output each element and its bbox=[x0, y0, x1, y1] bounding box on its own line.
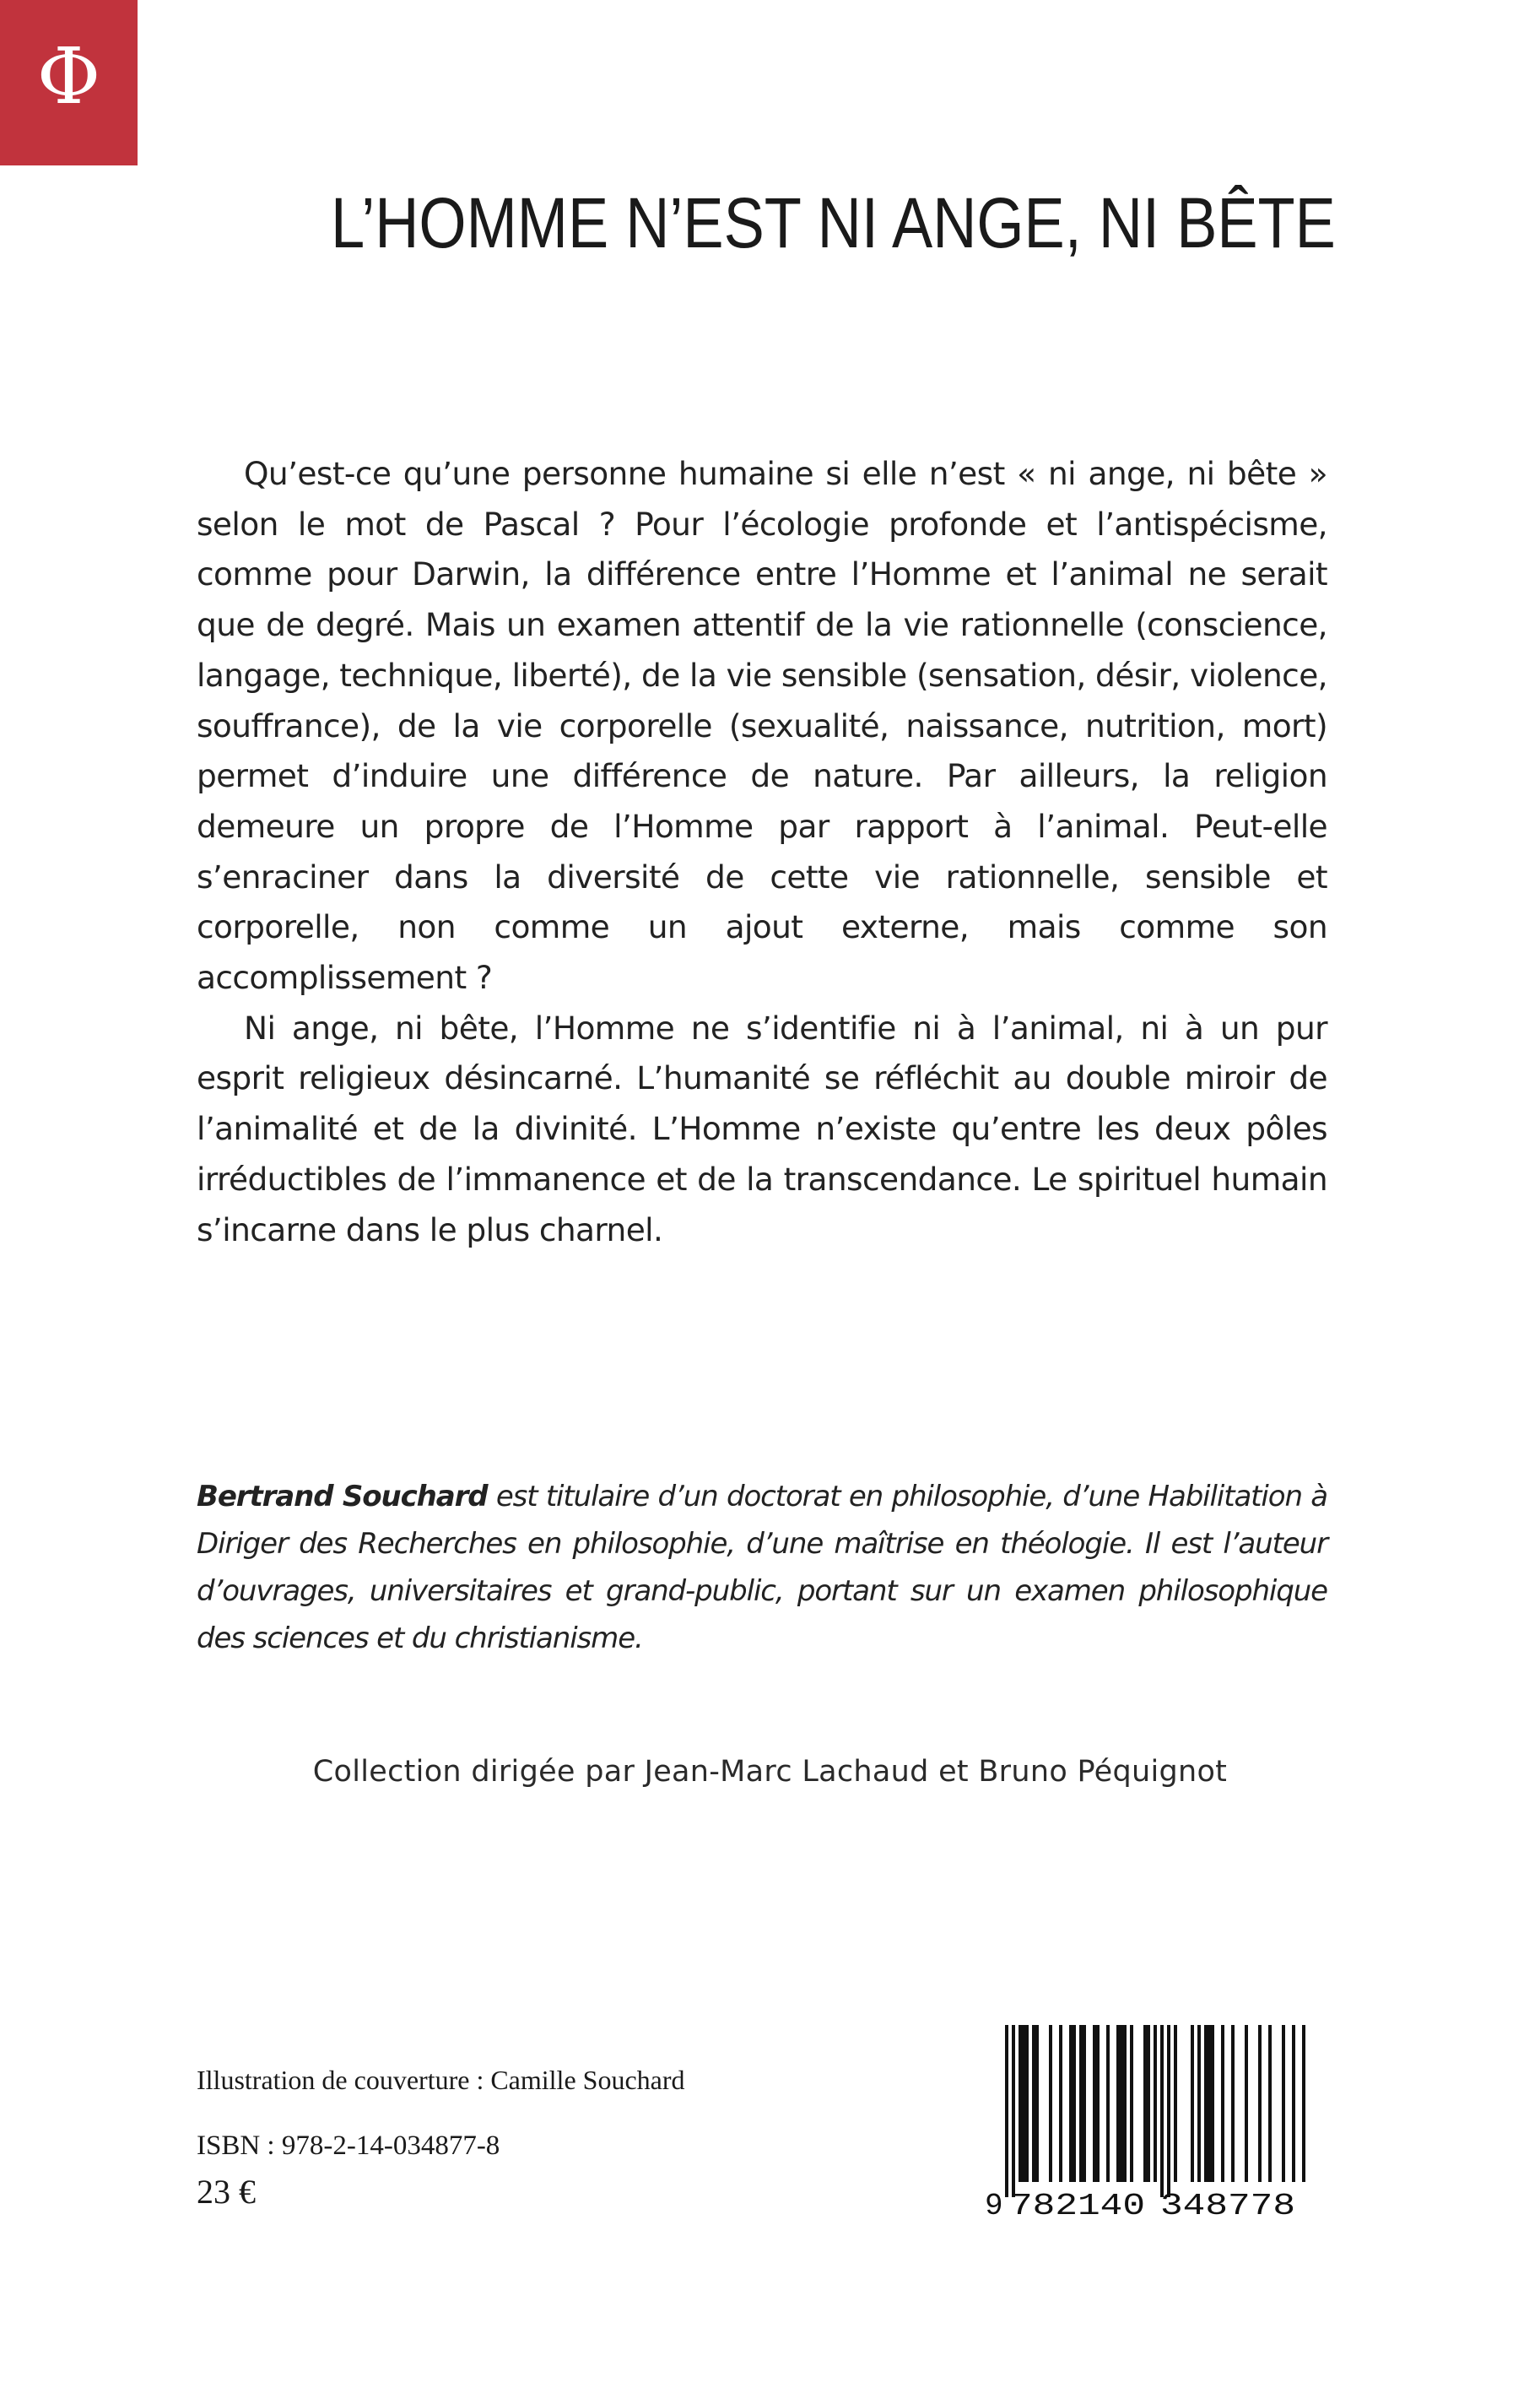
barcode-bar bbox=[1049, 2025, 1052, 2182]
summary-paragraph: Ni ange, ni bête, l’Homme ne s’identifie ni à l’animal, ni à un pur esprit religieux désincarné. L’humanité se réfléchit au double miroir de l’animalité et de la divinité. L’Homme n’existe qu’entre les deux pôles irréductibles de l’immanence et de la transcendance. Le spirituel humain s’incarne dans le plus charnel. bbox=[197, 1009, 1327, 1248]
barcode-bar bbox=[1005, 2025, 1008, 2197]
barcode-bar bbox=[1245, 2025, 1248, 2182]
barcode-bar bbox=[1019, 2025, 1029, 2182]
barcode-bar bbox=[1292, 2025, 1295, 2182]
price-label: 23 € bbox=[197, 2173, 256, 2211]
barcode-graphic bbox=[976, 2022, 1310, 2224]
barcode-bar bbox=[1012, 2025, 1015, 2197]
book-summary bbox=[197, 449, 1327, 1255]
barcode-bar bbox=[1160, 2025, 1164, 2197]
barcode-bar bbox=[1116, 2025, 1127, 2182]
barcode-bar bbox=[1197, 2025, 1201, 2182]
publisher-logo bbox=[0, 0, 138, 165]
ean13-barcode-icon bbox=[976, 2022, 1310, 2224]
barcode-bar bbox=[1079, 2025, 1086, 2182]
barcode-bar bbox=[1231, 2025, 1235, 2182]
phi-publisher-logo-icon: Φ bbox=[36, 31, 101, 122]
barcode-bar bbox=[1302, 2025, 1305, 2182]
barcode-bar bbox=[1143, 2025, 1150, 2182]
barcode-bar bbox=[1093, 2025, 1100, 2182]
isbn-label: ISBN : 978-2-14-034877-8 bbox=[197, 2130, 500, 2161]
summary-paragraph: Qu’est-ce qu’une personne humaine si elle n’est « ni ange, ni bête » selon le mot de Pascal ? Pour l’écologie profonde et l’antispécisme, comme pour Darwin, la différence entre l’Homme et l’animal ne serait que de degré. Mais un examen attentif de la vie rationnelle (conscience, langage, technique, liberté), de la vie sensible (sensation, désir, violence, souffrance), de la vie corporelle (sexualité, naissance, nutrition, mort) permet d’induire une différence de nature. Par ailleurs, la religion demeure un propre de l’Homme par rapport à l’animal. Peut-elle s’enraciner dans la diversité de cette vie rationnelle, sensible et corporelle, non comme un ajout externe, mais comme son accomplissement ? bbox=[197, 455, 1327, 997]
barcode-bar bbox=[1221, 2025, 1224, 2182]
barcode-digits-right: 348778 bbox=[1160, 2189, 1295, 2223]
barcode-bar bbox=[1154, 2025, 1157, 2182]
barcode-bar bbox=[1282, 2025, 1285, 2182]
illustration-credit: Illustration de couverture : Camille Souchard bbox=[197, 2065, 685, 2095]
barcode-digit-first: 9 bbox=[985, 2189, 1003, 2223]
author-name: Bertrand Souchard bbox=[197, 1480, 488, 1513]
barcode-bar bbox=[1204, 2025, 1214, 2182]
barcode-digits-left: 782140 bbox=[1010, 2189, 1145, 2223]
author-bio-text: est titulaire d’un doctorat en philosophie, d’une Habilitation à Diriger des Recherches en philosophie, d’une maîtrise en théologie. Il est l’auteur d’ouvrages, universitaires et grand-public, portant sur un examen philosophique des sciences et du christianisme. bbox=[197, 1480, 1327, 1655]
barcode-bar bbox=[1258, 2025, 1262, 2182]
book-title: L’HOMME N’EST NI ANGE, NI BÊTE bbox=[331, 183, 1336, 263]
barcode-bar bbox=[1191, 2025, 1194, 2182]
barcode-bar bbox=[1174, 2025, 1177, 2182]
barcode-bar bbox=[1130, 2025, 1133, 2182]
barcode-bar bbox=[1106, 2025, 1110, 2182]
barcode-bar bbox=[1069, 2025, 1076, 2182]
barcode-bar bbox=[1268, 2025, 1272, 2182]
barcode-bars bbox=[1005, 2025, 1310, 2197]
barcode-bar bbox=[1059, 2025, 1062, 2182]
barcode-bar bbox=[1167, 2025, 1170, 2197]
barcode-bar bbox=[1032, 2025, 1039, 2182]
collection-credit: Collection dirigée par Jean-Marc Lachaud et Bruno Péquignot bbox=[312, 1755, 1228, 1789]
author-bio bbox=[197, 1473, 1327, 1662]
